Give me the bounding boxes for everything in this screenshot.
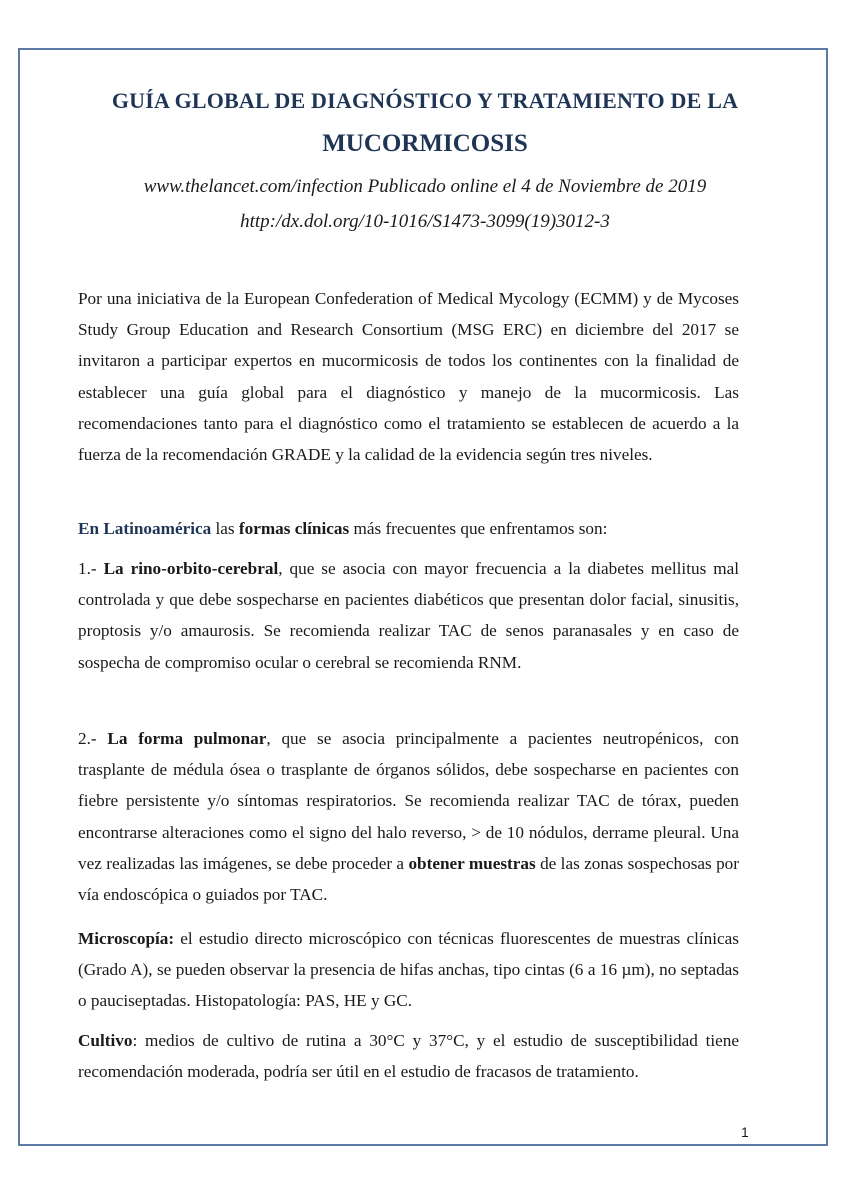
latam-accent-text: En Latinoamérica <box>78 519 212 538</box>
intro-paragraph: Por una iniciativa de la European Confederation of Medical Mycology (ECMM) y de Mycoses Study Group Education and Research Consortium (MSG ERC) en diciembre del 2017 se invitaron a participar expertos en mucormicosis de todos los continentes con la finalidad de establecer una guía global para el diagnóstico y manejo de la mucormicosis. Las recomendaciones tanto para el diagnóstico como el tratamiento se establecen de acuerdo a la fuerza de la recomendación GRADE y la calidad de la evidencia según tres niveles. <box>78 289 739 465</box>
pulmonar-text-2: de las zonas sospechosas por vía endoscópica o guiados por TAC. <box>78 853 739 905</box>
list-number-2: 2.- <box>78 729 108 748</box>
rino-orbito-cerebral-paragraph <box>78 553 739 678</box>
pulmonar-text: , que se asocia principalmente a pacientes neutropénicos, con trasplante de médula ósea o trasplante de órganos sólidos, debe sospecharse en pacientes con fiebre persistente y/o síntomas respiratorios. Se recomienda realizar TAC de tórax, pueden encontrarse alteraciones como el signo del halo reverso, > de 10 nódulos, derrame pleural. Una vez realizadas las imágenes, se debe proceder a <box>78 729 739 873</box>
doi-reference: http:/dx.dol.org/10-1016/S1473-3099(19)3012-3 <box>240 211 610 232</box>
document-title: GUÍA GLOBAL DE DIAGNÓSTICO Y TRATAMIENTO DE LA <box>111 88 739 113</box>
latam-text-1: las <box>211 519 239 538</box>
latam-text-2: más frecuentes que enfrentamos son: <box>349 519 608 538</box>
microscopia-paragraph <box>78 923 739 1017</box>
latam-paragraph <box>78 513 739 544</box>
source-citation: www.thelancet.com/infection Publicado online el 4 de Noviembre de 2019 <box>143 176 707 197</box>
rino-heading: La rino-orbito-cerebral <box>103 559 279 578</box>
pulmonar-paragraph <box>78 723 739 910</box>
microscopia-text: el estudio directo microscópico con técnicas fluorescentes de muestras clínicas (Grado A), se pueden observar la presencia de hifas anchas, tipo cintas (6 a 16 µm), no septadas o pauciseptadas. Histopatología: PAS, HE y GC. <box>78 929 739 1011</box>
pulmonar-heading: La forma pulmonar <box>107 729 267 748</box>
cultivo-paragraph <box>78 1025 739 1087</box>
microscopia-heading: Microscopía: <box>78 929 175 948</box>
list-number-1: 1.- <box>78 559 104 578</box>
document-title-subject: MUCORMICOSIS <box>322 130 528 157</box>
pulmonar-bold-emphasis: obtener muestras <box>408 853 536 873</box>
cultivo-text: : medios de cultivo de rutina a 30°C y 37°C, y el estudio de susceptibilidad tiene recomendación moderada, podría ser útil en el estudio de fracasos de tratamiento. <box>78 1031 739 1082</box>
page-number: 1 <box>741 1124 749 1140</box>
latam-bold-text: formas clínicas <box>238 519 350 538</box>
cultivo-heading: Cultivo <box>78 1031 133 1050</box>
rino-text: , que se asocia con mayor frecuencia a la diabetes mellitus mal controlada y que debe sospecharse en pacientes diabéticos que presentan dolor facial, sinusitis, proptosis y/o amaurosis. Se recomienda realizar TAC de senos paranasales y en caso de sospecha de compromiso ocular o cerebral se recomienda RNM. <box>78 559 739 672</box>
